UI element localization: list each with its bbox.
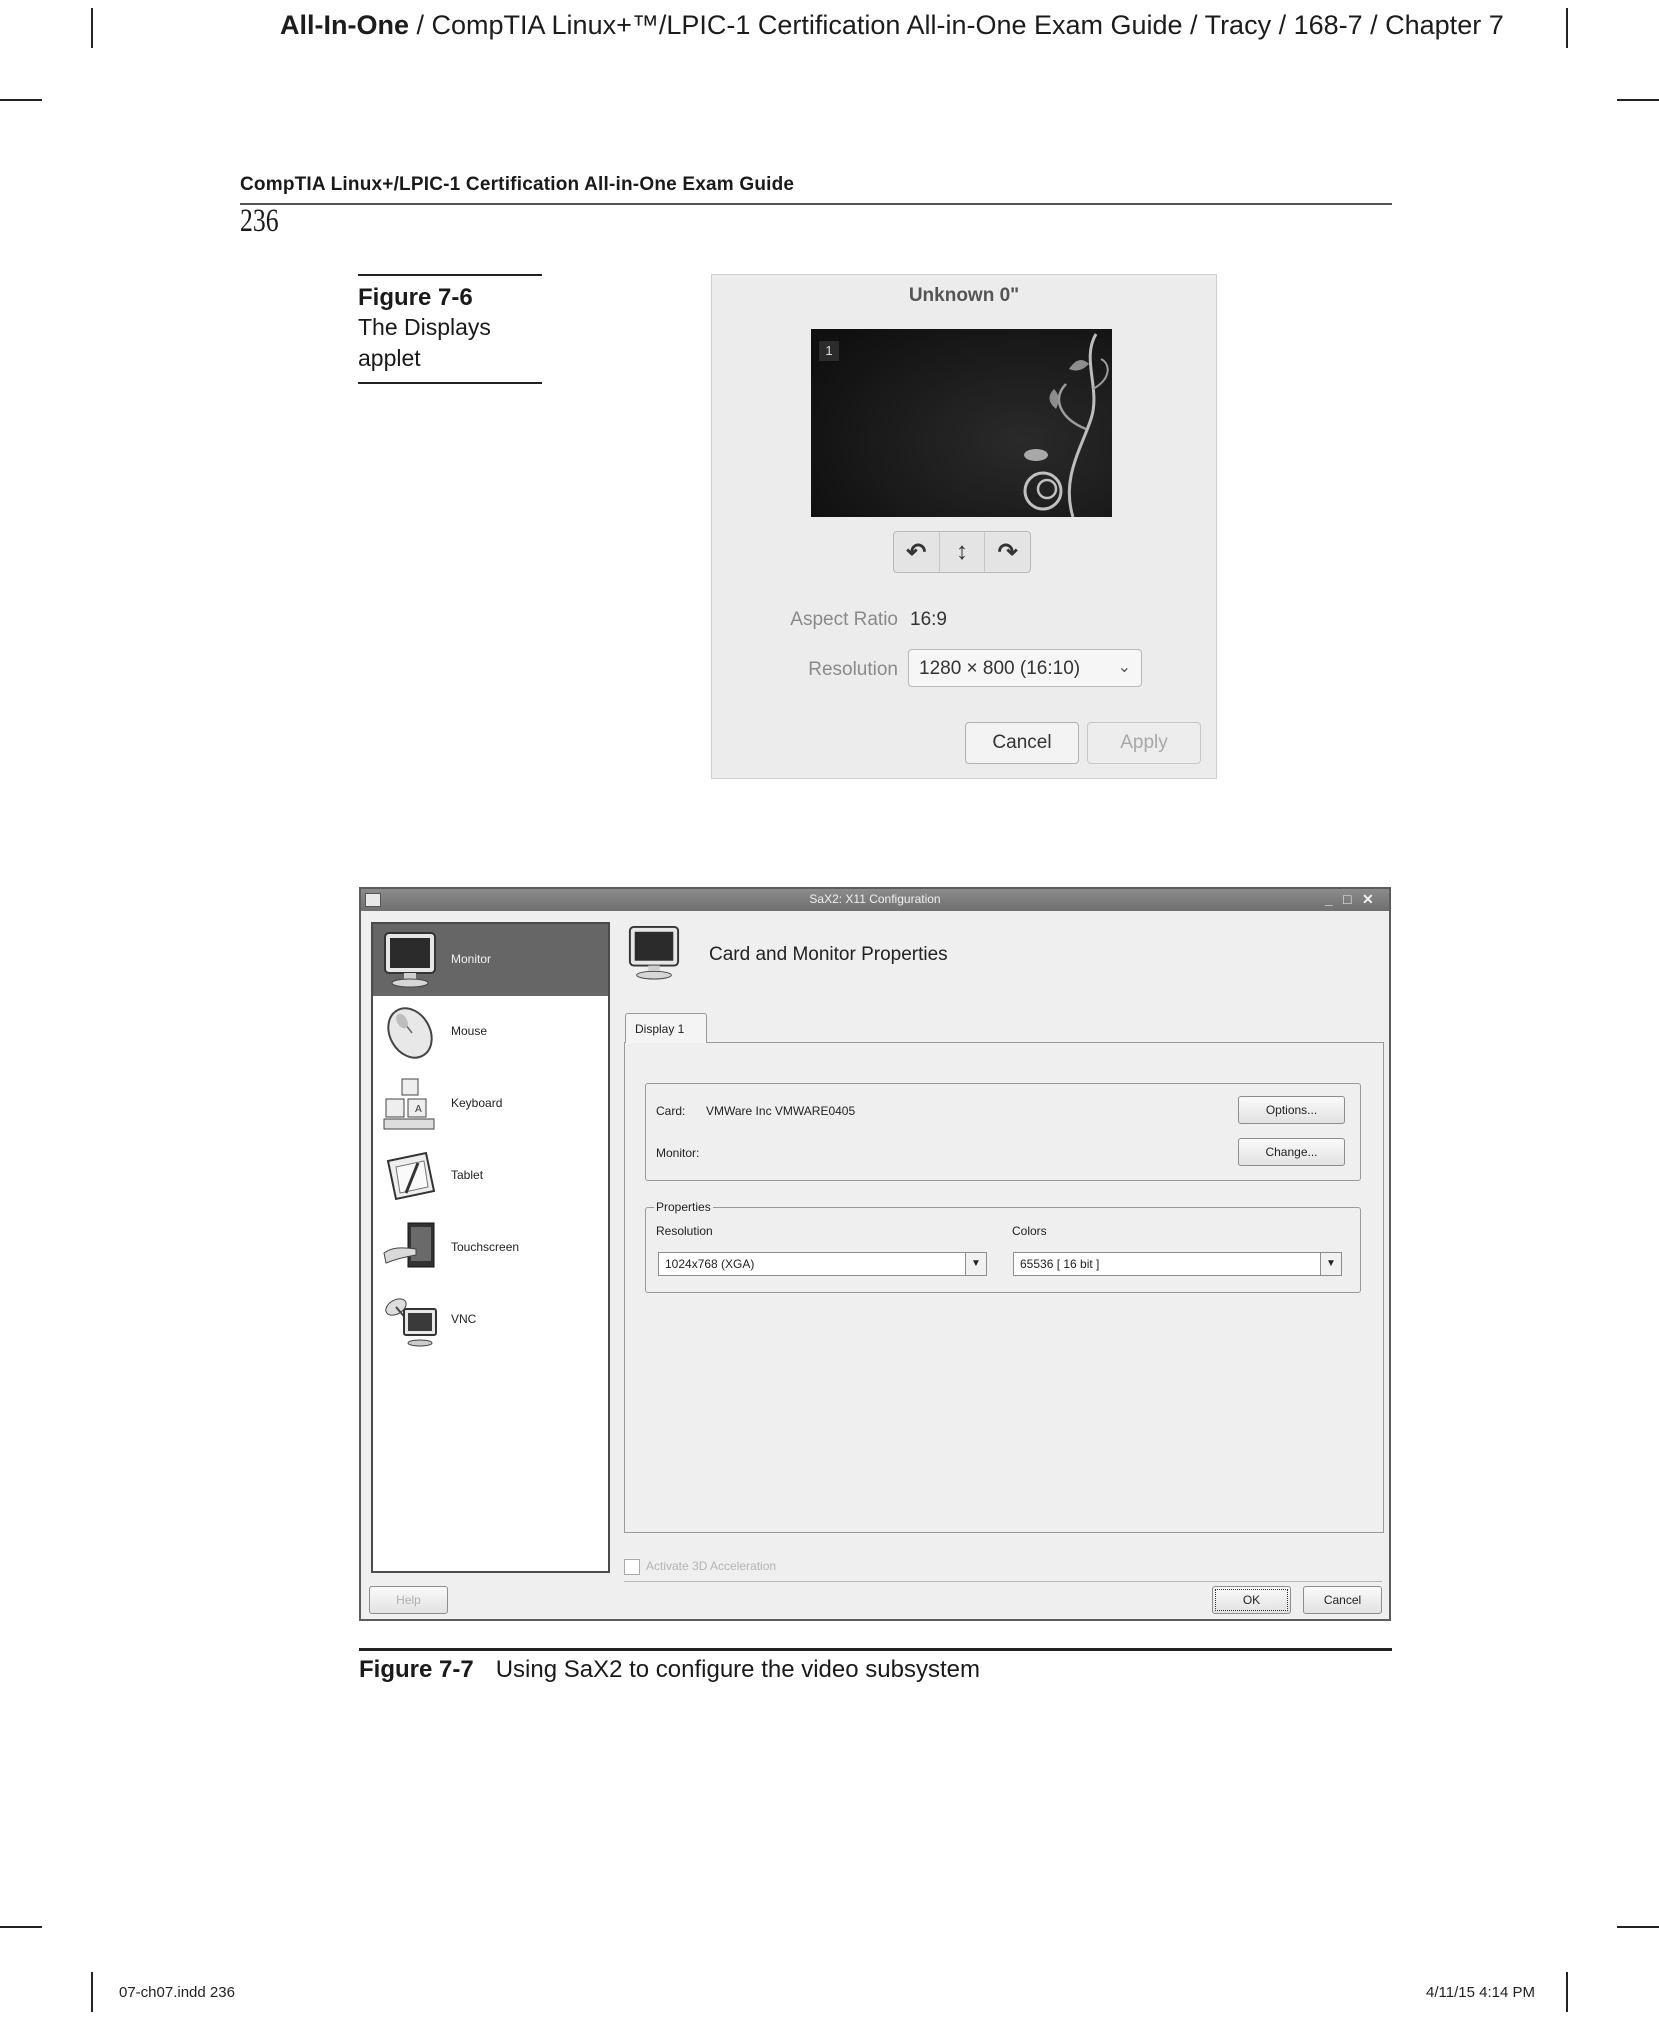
sidebar-item-label: Touchscreen [451, 1240, 520, 1254]
rotate-left-button[interactable]: ↶ [894, 532, 940, 572]
crop-mark [1617, 99, 1659, 101]
dropdown-arrow-icon: ▼ [1320, 1253, 1341, 1275]
crop-mark [1566, 1972, 1568, 2012]
svg-text:A: A [415, 1104, 422, 1115]
sax2-window [359, 887, 1391, 1621]
sidebar-item-vnc[interactable] [373, 1284, 608, 1356]
vnc-icon [382, 1291, 438, 1349]
display-title: Unknown 0" [908, 285, 1020, 306]
help-button[interactable]: Help [369, 1586, 448, 1614]
display-preview [811, 329, 1112, 517]
window-titlebar [361, 889, 1389, 911]
tab-panel [624, 1042, 1384, 1533]
tablet-icon [382, 1147, 438, 1205]
maximize-icon[interactable]: □ [1343, 891, 1352, 907]
figure-caption: Using SaX2 to configure the video subsystem [495, 1656, 980, 1683]
card-monitor-group [645, 1083, 1361, 1181]
figure-7-6-caption [358, 274, 542, 384]
footer-timestamp: 4/11/15 4:14 PM [1426, 1984, 1535, 2001]
book-title: CompTIA Linux+/LPIC-1 Certification All-in-One Exam Guide [240, 174, 795, 195]
sidebar [371, 922, 610, 1573]
sidebar-item-tablet[interactable] [373, 1140, 608, 1212]
displays-applet [711, 274, 1217, 779]
sidebar-item-mouse[interactable] [373, 996, 608, 1068]
figure-number: Figure 7-7 [359, 1656, 474, 1683]
series-name: All-In-One [280, 10, 409, 40]
touchscreen-icon [382, 1219, 438, 1277]
ok-button[interactable]: OK [1212, 1586, 1291, 1614]
chevron-down-icon: ⌄ [1117, 659, 1131, 676]
crop-mark [1566, 8, 1568, 48]
apply-button[interactable]: Apply [1087, 722, 1201, 764]
minimize-icon[interactable]: _ [1325, 891, 1333, 907]
resolution-value: 1024x768 (XGA) [665, 1257, 755, 1271]
window-title: SaX2: X11 Configuration [809, 892, 941, 906]
rotate-right-button[interactable]: ↷ [997, 538, 1018, 566]
properties-group [645, 1200, 1361, 1293]
colors-combo[interactable] [1013, 1252, 1342, 1276]
rotation-buttons [893, 531, 1031, 573]
resolution-label: Resolution [656, 1224, 713, 1238]
footer-file: 07-ch07.indd 236 [119, 1984, 235, 2001]
sidebar-item-label: Tablet [451, 1168, 484, 1182]
sidebar-item-monitor[interactable] [373, 924, 608, 996]
wallpaper-swirl-icon [811, 329, 1112, 517]
crop-mark [91, 8, 93, 48]
cancel-button[interactable]: Cancel [965, 722, 1079, 764]
crop-mark [0, 99, 42, 101]
sidebar-item-label: Monitor [451, 952, 492, 966]
figure-number: Figure 7-6 [358, 284, 473, 311]
change-button[interactable]: Change... [1238, 1138, 1345, 1166]
page-number: 236 [240, 203, 279, 239]
colors-label: Colors [1012, 1224, 1047, 1238]
crop-mark [0, 1926, 42, 1928]
properties-label: Properties [656, 1200, 711, 1214]
aspect-ratio-label: Aspect Ratio [790, 609, 898, 630]
header-rule [240, 203, 1392, 205]
aspect-ratio-value: 16:9 [910, 609, 947, 630]
tab-display-1[interactable]: Display 1 [625, 1013, 707, 1043]
dropdown-arrow-icon: ▼ [965, 1253, 986, 1275]
colors-value: 65536 [ 16 bit ] [1020, 1257, 1100, 1271]
close-icon[interactable]: ✕ [1362, 891, 1374, 907]
monitor-icon [627, 923, 681, 983]
running-header [280, 10, 1504, 41]
sidebar-item-label: VNC [451, 1312, 477, 1326]
sidebar-item-touchscreen[interactable] [373, 1212, 608, 1284]
figure-7-7-caption [359, 1656, 980, 1684]
resolution-label: Resolution [808, 659, 898, 680]
figure-caption: The Displays applet [358, 314, 491, 371]
sidebar-item-keyboard[interactable] [373, 1068, 608, 1140]
mouse-icon [382, 1003, 438, 1061]
flip-button[interactable]: ↕ [940, 532, 986, 572]
crop-mark [1617, 1926, 1659, 1928]
card-value: VMWare Inc VMWARE0405 [706, 1104, 856, 1118]
divider [624, 1581, 1382, 1582]
resolution-dropdown[interactable] [908, 649, 1142, 687]
card-label: Card: [656, 1104, 686, 1118]
options-button[interactable]: Options... [1238, 1096, 1345, 1124]
sidebar-item-label: Mouse [451, 1024, 488, 1038]
display-number-badge: 1 [819, 341, 839, 361]
monitor-label: Monitor: [656, 1146, 700, 1160]
running-header-details: / CompTIA Linux+™/LPIC-1 Certification All-in-One Exam Guide / Tracy / 168-7 / Chapter 7 [409, 10, 1504, 40]
figure-7-7-rule [359, 1648, 1392, 1651]
crop-mark [91, 1972, 93, 2012]
monitor-icon [382, 931, 438, 989]
panel-title: Card and Monitor Properties [709, 944, 948, 965]
cancel-button[interactable]: Cancel [1303, 1586, 1382, 1614]
sidebar-item-label: Keyboard [451, 1096, 503, 1110]
accel-checkbox[interactable] [624, 1559, 640, 1575]
resolution-value: 1280 × 800 (16:10) [919, 658, 1081, 679]
keyboard-icon [382, 1075, 438, 1133]
accel-label: Activate 3D Acceleration [646, 1559, 777, 1573]
resolution-combo[interactable] [658, 1252, 987, 1276]
